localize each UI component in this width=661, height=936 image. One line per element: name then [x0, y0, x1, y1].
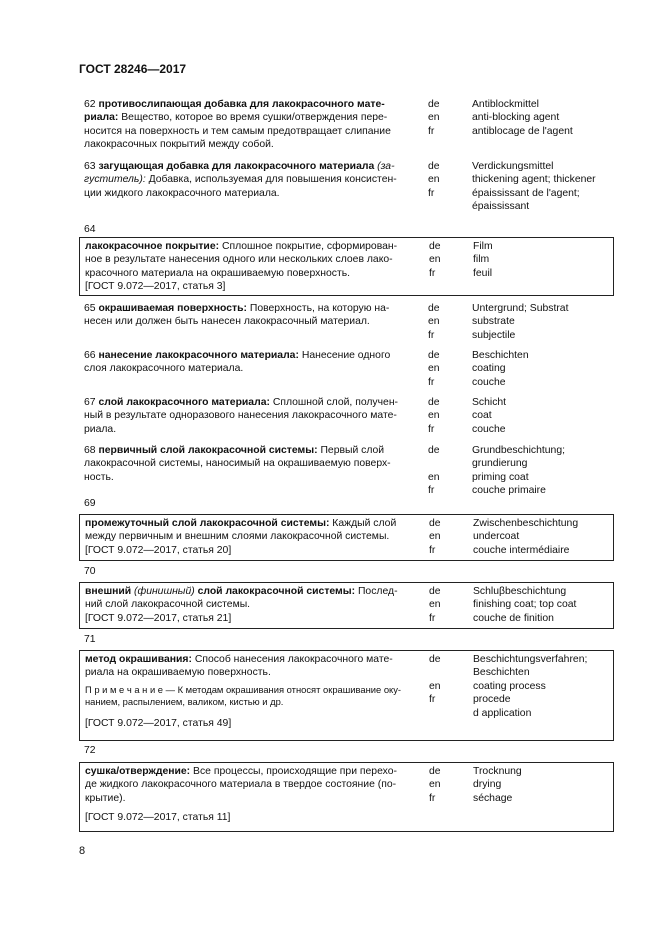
language-codes: de en fr: [429, 654, 441, 706]
language-codes: de en fr: [428, 445, 440, 497]
definition: 65 окрашиваемая поверхность: Поверхность, на которую на- несен или должен быть нанесен лакокрасочный материал.: [84, 303, 390, 328]
term-entry-72: [79, 762, 614, 832]
language-codes: de en fr: [428, 397, 440, 435]
term-entry-71: [79, 650, 614, 741]
term-number: 64: [84, 224, 96, 235]
definition: метод окрашивания: Способ нанесения лакокрасочного мате- риала на окрашиваемую поверхность. П р и м е ч а н и е — К методам окрашивания относят окрашивание оку- нанием, распылением, валиком, кистью и др. [ГОСТ 9.072—2017, статья 49]: [85, 653, 425, 730]
translations: Antiblockmittel anti-blocking agent antiblocage de l'agent: [472, 99, 573, 137]
term-entry-66: [79, 349, 614, 391]
definition: лакокрасочное покрытие: Сплошное покрытие, сформирован- ное в результате нанесения одного или нескольких слоев лако- красочного материала на окрашиваемую поверхность. [ГОСТ 9.072—2017, статья 3]: [85, 241, 398, 293]
language-codes: de en fr: [429, 518, 441, 556]
definition: 63 загущающая добавка для лакокрасочного материала (за- густитель): Добавка, используемая для повышения консистен- ции жидкого лакокрасочного материала.: [84, 161, 397, 199]
term-entry-64: [79, 237, 614, 296]
term-entry-65: [79, 302, 614, 344]
page-number: 8: [79, 845, 86, 857]
translations: Zwischenbeschichtung undercoat couche intermédiaire: [473, 518, 579, 556]
term-number: 71: [84, 634, 96, 645]
language-codes: de en fr: [429, 766, 441, 804]
term-entry-69: [79, 514, 614, 561]
translations: Schluβbeschichtung finishing coat; top coat couche de finition: [473, 586, 577, 624]
definition: 62 противослипающая добавка для лакокрасочного мате- риала: Вещество, которое во время сушки/отверждения пере- носится на поверхность и тем самым предотвращает слипание лакокрасочных покрытий между собой.: [84, 99, 391, 151]
term-number: 70: [84, 566, 96, 577]
definition: промежуточный слой лакокрасочной системы: Каждый слой между первичным и внешним слоями лакокрасочной системы. [ГОСТ 9.072—2017, статья 20]: [85, 518, 397, 556]
definition: сушка/отверждение: Все процессы, происходящие при перехо- де жидкого лакокрасочного материала в твердое состояние (по- крытие). [ГОСТ 9.072—2017, статья 11]: [85, 766, 397, 824]
translations: Verdickungsmittel thickening agent; thickener épaississant de l'agent; épaississant: [472, 161, 596, 213]
translations: Beschichten coating couche: [472, 350, 529, 388]
note: П р и м е ч а н и е — К методам окрашивания относят окрашивание оку- нанием, распылением, валиком, кистью и др.: [85, 683, 402, 708]
language-codes: de en fr: [429, 241, 441, 279]
translations: Beschichtungsverfahren; Beschichten coating process procede d application: [473, 654, 588, 719]
definition: 66 нанесение лакокрасочного материала: Нанесение одного слоя лакокрасочного материала.: [84, 350, 391, 375]
term-entry-68: [79, 444, 614, 498]
document-header: ГОСТ 28246—2017: [79, 62, 187, 76]
translations: Film film feuil: [473, 241, 493, 279]
language-codes: de en fr: [429, 586, 441, 624]
language-codes: de en fr: [428, 350, 440, 388]
translations: Untergrund; Substrat substrate subjectile: [472, 303, 569, 341]
definition: 67 слой лакокрасочного материала: Сплошной слой, получен- ный в результате одноразового нанесения лакокрасочного мате- риала.: [84, 397, 399, 435]
term-entry-67: [79, 396, 614, 438]
definition: 68 первичный слой лакокрасочной системы: Первый слой лакокрасочной системы, наносимый на окрашиваемую поверх- ность.: [84, 445, 391, 483]
term-entry-70: [79, 582, 614, 629]
term-number: 72: [84, 745, 96, 756]
term-number: 69: [84, 498, 96, 509]
term-entry-62: [79, 98, 614, 154]
definition: внешний (финишный) слой лакокрасочной системы: Послед- ний слой лакокрасочной системы. [ГОСТ 9.072—2017, статья 21]: [85, 586, 398, 624]
term-entry-63: [79, 160, 614, 216]
language-codes: de en fr: [428, 161, 440, 199]
language-codes: de en fr: [428, 99, 440, 137]
translations: Grundbeschichtung; grundierung priming coat couche primaire: [472, 445, 565, 497]
translations: Schicht coat couche: [472, 397, 507, 435]
language-codes: de en fr: [428, 303, 440, 341]
translations: Trocknung drying séchage: [473, 766, 522, 804]
